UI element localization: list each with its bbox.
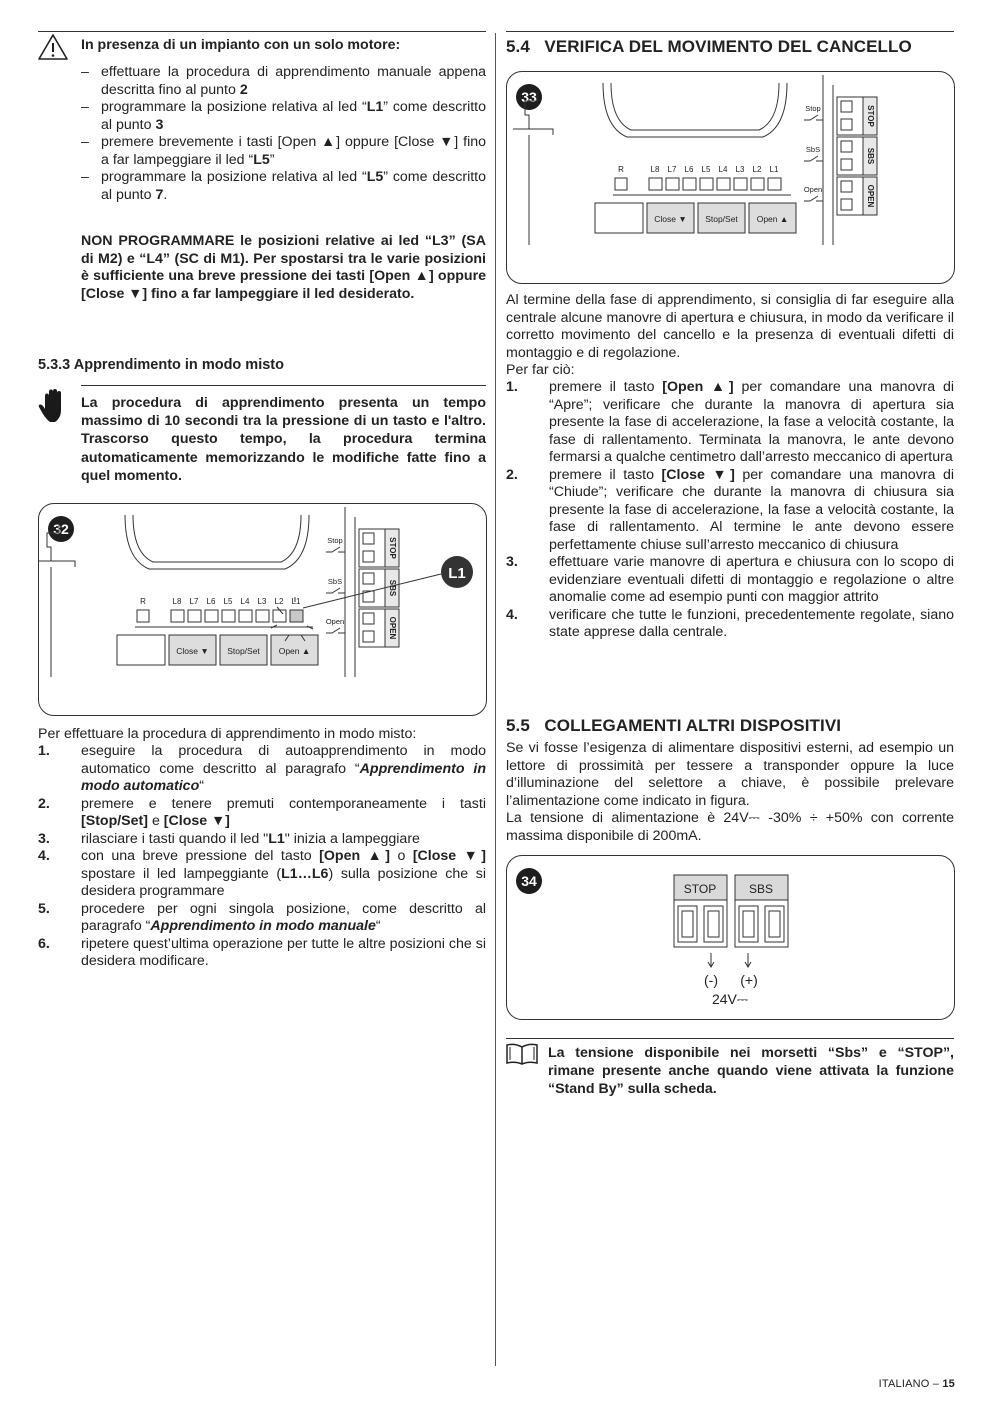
led	[666, 178, 679, 190]
verification-step-item: 2. premere il tasto [Close ▼] per comandare una manovra di “Chiude”; verificare che durante la manovra di chiusura sia presente la fase di accelerazione, la fase a velocità costante, la fase di rallentamento. Al termine le ante devono essere perfettamente chiuse sull’arresto meccanico di chiusura	[506, 466, 954, 553]
led	[290, 610, 303, 622]
switch-symbol	[804, 115, 823, 120]
terminal-small-label: Open	[325, 617, 345, 626]
close-button-label: Close ▼	[176, 646, 209, 656]
led-label: L6	[684, 165, 694, 174]
mixed-intro: Per effettuare la procedura di apprendimento in modo misto:	[38, 726, 417, 742]
switch-symbol	[326, 547, 345, 552]
terminal-screw	[841, 159, 852, 170]
led-label: L7	[667, 165, 677, 174]
terminal-stop-label: STOP	[683, 882, 717, 896]
terminal-label: OPEN	[387, 616, 397, 640]
terminal-small-label: Open	[803, 185, 823, 194]
housing-outline	[47, 525, 59, 561]
led	[205, 610, 218, 622]
display-window	[125, 515, 309, 569]
terminal-label: STOP	[865, 105, 875, 127]
warning-bold-note: NON PROGRAMMARE le posizioni relative ai led “L3” (SA di M2) e “L4” (SC di M1). Per spostarsi tra le varie posizioni è sufficiente una breve pressione dei tasti [Open ▲] oppure [Close ▼] fino a far lampeggiare il led desiderato.	[81, 233, 486, 303]
mixed-steps-list	[38, 743, 486, 971]
terminal-small-label: Stop	[805, 104, 821, 113]
mixed-step-item: 3. rilasciare i tasti quando il led "L1" inizia a lampeggiare	[38, 830, 420, 847]
stop-set-button-label: Stop/Set	[705, 214, 738, 224]
book-note: La tensione disponibile nei morsetti “Sbs” e “STOP”, rimane presente anche quando viene attivata la funzione “Stand By” sulla scheda.	[548, 1045, 954, 1098]
terminal-screw	[841, 141, 852, 152]
mixed-step-item: 6. ripetere quest’ultima operazione per tutte le altre posizioni che si desidera modificare.	[38, 935, 486, 969]
terminal-small-label: SbS	[805, 145, 821, 154]
verification-step-item: 4. verificare che tutte le funzioni, precedentemente regolate, siano state apprese dalla centrale.	[506, 606, 954, 640]
led	[717, 178, 730, 190]
housing-outline	[525, 93, 537, 129]
book-note-rule	[506, 1038, 954, 1039]
warning-list-item: – programmare la posizione relativa al led “L5” come descritto al punto 7.	[81, 169, 486, 203]
led	[239, 610, 252, 622]
led-label-r: R	[140, 597, 146, 606]
terminal-label: SBS	[387, 579, 397, 597]
warning-list-item: – effettuare la procedura di apprendimento manuale appena descritta fino al punto 2	[81, 64, 486, 98]
led-label: L2	[752, 165, 762, 174]
control-board-diagram	[507, 72, 954, 283]
minus-label: (-)	[704, 972, 718, 988]
mixed-step-item: 1. eseguire la procedura di autoapprendimento in modo automatico come descritto al paragrafo “Apprendimento in modo automatico“	[38, 743, 486, 794]
warning-list-item: – programmare la posizione relativa al led “L1” come descritto al punto 3	[81, 99, 486, 133]
terminal-screw	[363, 613, 374, 624]
section-533-title: 5.3.3 Apprendimento in modo misto	[38, 357, 284, 373]
switch-symbol	[804, 196, 823, 201]
control-board-diagram	[39, 504, 486, 715]
section-533-rule	[81, 385, 486, 386]
led-label: L4	[718, 165, 728, 174]
led-r	[615, 178, 627, 190]
voltage-label: 24V⎓	[711, 991, 749, 1007]
warning-list-item: – premere brevemente i tasti [Open ▲] oppure [Close ▼] fino a far lampeggiare il led “L5”	[81, 134, 486, 168]
led	[649, 178, 662, 190]
figure-34	[506, 855, 955, 1020]
section-55-title: 5.5 COLLEGAMENTI ALTRI DISPOSITIVI	[506, 716, 842, 735]
warning-heading: In presenza di un impianto con un solo motore:	[81, 37, 401, 53]
column-divider	[495, 33, 496, 1366]
terminal-small-label: SbS	[327, 577, 343, 586]
led-label: L3	[735, 165, 745, 174]
terminal-sbs-label: SBS	[748, 882, 774, 896]
led	[734, 178, 747, 190]
blank-button	[117, 635, 165, 665]
led-label: L4	[240, 597, 250, 606]
led	[683, 178, 696, 190]
terminal-screw	[363, 551, 374, 562]
book-icon	[505, 1042, 539, 1066]
plus-label: (+)	[740, 972, 758, 988]
led	[700, 178, 713, 190]
led-label: L3	[257, 597, 267, 606]
terminal-screw	[841, 181, 852, 192]
display-window	[611, 83, 779, 130]
terminal-small-label: Stop	[327, 536, 343, 545]
display-window	[133, 515, 301, 562]
display-window	[603, 83, 787, 137]
terminal-label: OPEN	[865, 184, 875, 208]
led-label: L8	[650, 165, 660, 174]
led-label: L1	[769, 165, 779, 174]
led-label: L2	[274, 597, 284, 606]
verification-step-item: 3. effettuare varie manovre di apertura e chiusura con lo scopo di evidenziare eventuali difetti di montaggio e regolazione o altre anomalie come ad esempio punti con maggior attrito	[506, 554, 954, 605]
led-label-r: R	[618, 165, 624, 174]
section-54-intro: Al termine della fase di apprendimento, si consiglia di far eseguire alla centrale alcune manovre di apertura e chiusura, in modo da verificare il corretto movimento del cancello e la presenza di eventuali difetti di montaggio e di regolazione.	[506, 292, 954, 361]
led	[256, 610, 269, 622]
terminal-screw	[363, 631, 374, 642]
page-footer	[879, 1378, 955, 1390]
led-label: L5	[223, 597, 233, 606]
per-far-cio: Per far ciò:	[506, 362, 575, 378]
top-rule-right	[506, 31, 954, 32]
led-r	[137, 610, 149, 622]
verification-steps-list	[506, 379, 954, 642]
figure-33	[506, 71, 955, 284]
led-label: L8	[172, 597, 182, 606]
led-label: L5	[701, 165, 711, 174]
housing-outline	[39, 561, 75, 567]
open-button-label: Open ▲	[756, 214, 789, 224]
open-button-label: Open ▲	[278, 646, 311, 656]
mixed-step-item: 2. premere e tenere premuti contemporaneamente i tasti [Stop/Set] e [Close ▼]	[38, 795, 486, 829]
led-label: L1	[291, 597, 301, 606]
terminal-label: STOP	[387, 537, 397, 559]
terminal-screw	[841, 199, 852, 210]
led	[171, 610, 184, 622]
figure-number: 32	[48, 516, 74, 542]
section-54-title: 5.4 VERIFICA DEL MOVIMENTO DEL CANCELLO	[506, 37, 912, 56]
top-rule-left	[38, 31, 486, 32]
housing-outline	[513, 129, 553, 135]
led	[188, 610, 201, 622]
switch-symbol	[804, 156, 823, 161]
switch-symbol	[326, 628, 345, 633]
power-terminals-diagram	[507, 856, 954, 1019]
figure-number: 34	[516, 868, 542, 894]
verification-step-item: 1. premere il tasto [Open ▲] per comandare una manovra di “Apre”; verificare che durante la manovra di apertura sia presente la fase di accelerazione, la fase a velocità costante, la fase di rallentamento. Terminata la manovra, le ante devono fermarsi a qualche centimetro dall’arresto meccanico di apertura	[506, 379, 954, 465]
led	[222, 610, 235, 622]
blank-button	[595, 203, 643, 233]
led	[768, 178, 781, 190]
section-55-paragraph-2: La tensione di alimentazione è 24V⎓ -30% ÷ +50% con corrente massima disponibile di 200mA.	[506, 810, 954, 844]
led-label: L7	[189, 597, 199, 606]
led	[273, 610, 286, 622]
close-button-label: Close ▼	[654, 214, 687, 224]
figure-number: 33	[516, 84, 542, 110]
terminal-screw	[841, 119, 852, 130]
led	[751, 178, 764, 190]
footer-language: ITALIANO –	[878, 1378, 943, 1390]
section-55-paragraph-1: Se vi fosse l’esigenza di alimentare dispositivi esterni, ad esempio un lettore di prossimità per tessere a transponder oppure la luce d’illuminazione del selettore a chiave, è possibile prelevare l’alimentazione come indicato in figura.	[506, 740, 954, 809]
mixed-step-item: 5. procedere per ogni singola posizione, come descritto al paragrafo “Apprendimento in modo manuale“	[38, 900, 486, 934]
hand-note: La procedura di apprendimento presenta un tempo massimo di 10 secondi tra la pressione di un tasto e l'altro. Trascorso questo tempo, la procedura termina automaticamente memorizzando le modifiche fatte fino a quel momento.	[81, 395, 486, 484]
callout-l1: L1	[448, 565, 466, 582]
hand-stop-icon	[36, 388, 72, 426]
terminal-label: SBS	[865, 147, 875, 165]
terminal-screw	[363, 573, 374, 584]
switch-symbol	[326, 588, 345, 593]
figure-32	[38, 503, 487, 716]
led-label: L6	[206, 597, 216, 606]
page-number: 15	[942, 1378, 955, 1390]
terminal-screw	[841, 101, 852, 112]
warning-icon	[37, 33, 69, 61]
mixed-step-item: 4. con una breve pressione del tasto [Open ▲] o [Close ▼] spostare il led lampeggiante (L1…L6) sulla posizione che si desidera programmare	[38, 848, 486, 899]
warning-list	[81, 64, 486, 204]
stop-set-button-label: Stop/Set	[227, 646, 260, 656]
terminal-screw	[363, 533, 374, 544]
